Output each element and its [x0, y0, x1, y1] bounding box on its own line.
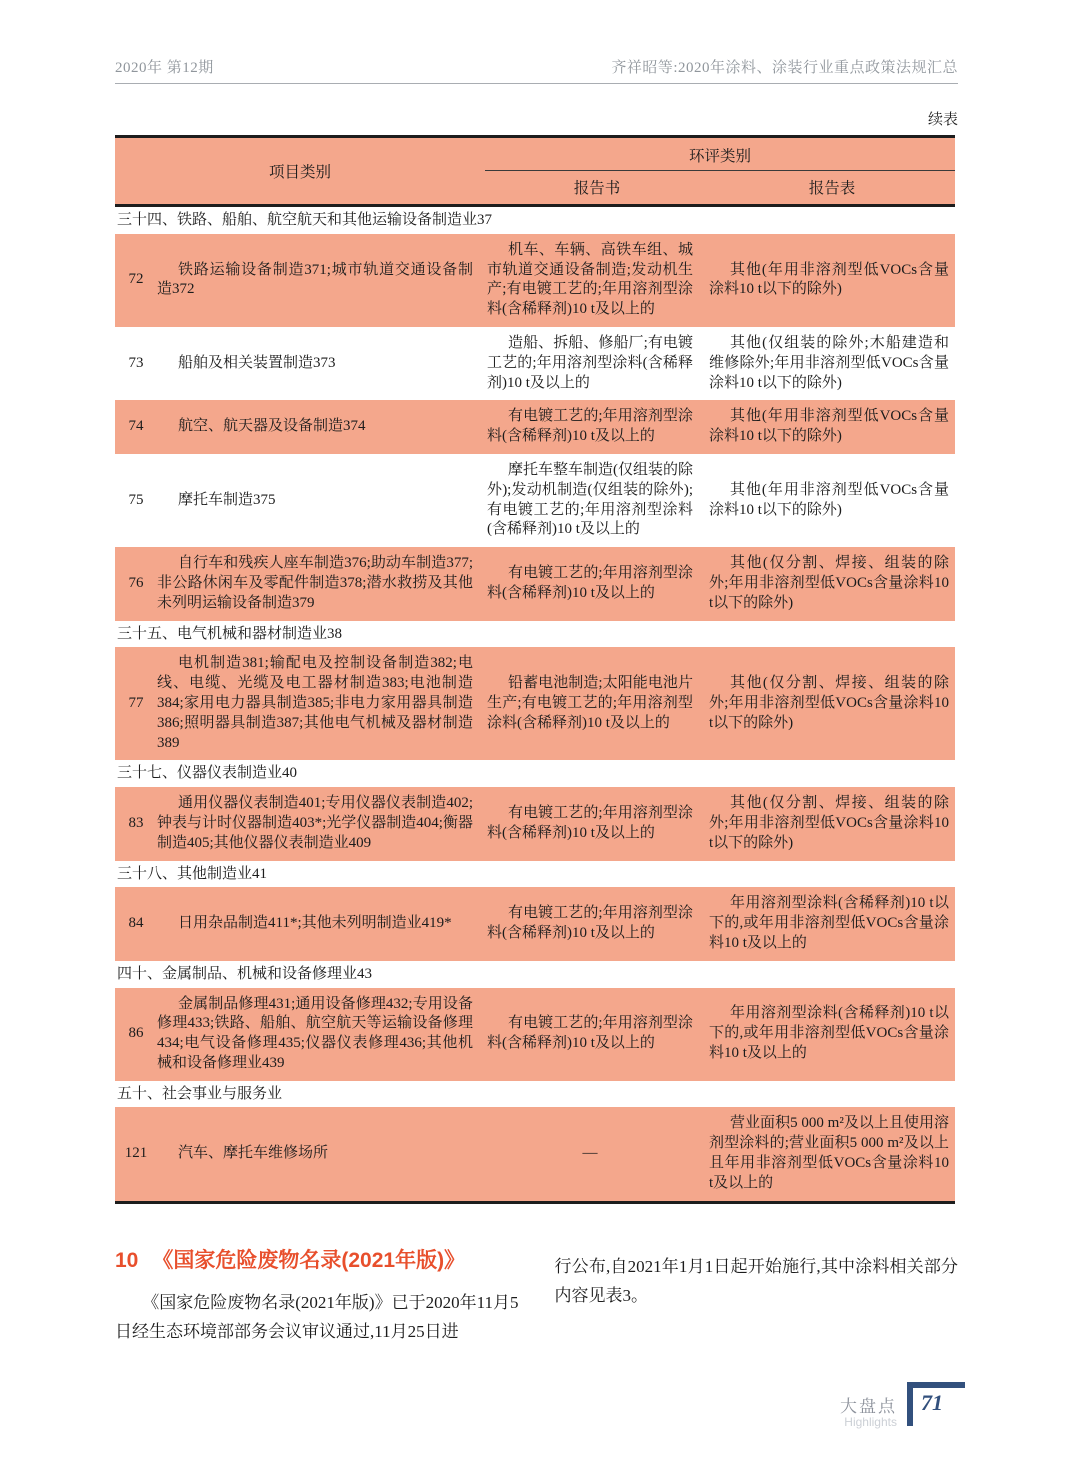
project-category-cell: 航空、航天器及设备制造374	[178, 418, 366, 435]
continued-table-label: 续表	[927, 112, 958, 128]
row-number-cell: 77	[128, 694, 144, 711]
table-body	[115, 207, 955, 1204]
table-row	[115, 647, 955, 760]
article-section-10	[115, 1244, 958, 1346]
report-book-cell: 铅蓄电池制造;太阳能电池片生产;有电镀工艺的;年用溶剂型涂料(含稀释剂)10 t及以上的	[487, 675, 693, 731]
eia-category-table	[115, 135, 955, 1204]
table-row	[115, 787, 955, 860]
table-row	[115, 1107, 955, 1200]
table-row	[115, 400, 955, 454]
report-form-cell: 其他(仅组装的除外;木船建造和维修除外;年用非溶剂型低VOCs含量涂料10 t以下的除外)	[709, 334, 949, 391]
body-paragraph-left: 《国家危险废物名录(2021年版)》已于2020年11月5日经生态环境部部务会议审议通过,11月25日进	[115, 1292, 519, 1341]
report-form-cell: 其他(年用非溶剂型低VOCs含量涂料10 t以下的除外)	[709, 408, 949, 445]
left-column	[115, 1244, 519, 1346]
project-category-cell: 船舶及相关装置制造373	[178, 354, 336, 371]
row-number-cell: 121	[124, 1145, 148, 1162]
report-form-cell: 其他(年用非溶剂型低VOCs含量涂料10 t以下的除外)	[709, 261, 949, 298]
project-category-cell: 摩托车制造375	[178, 491, 276, 508]
table-row	[115, 988, 955, 1081]
row-number-cell: 73	[128, 354, 144, 371]
col-header-eia-category: 环评类别	[485, 138, 955, 171]
footer-brand-cn: 大盘点	[840, 1397, 897, 1416]
row-number-cell: 74	[128, 418, 144, 435]
table-section-row: 三十五、电气机械和器材制造业38	[115, 621, 955, 648]
section-10-heading	[115, 1244, 519, 1274]
table-section-row: 三十八、其他制造业41	[115, 861, 955, 888]
table-header	[115, 135, 955, 207]
row-number-cell: 86	[128, 1025, 144, 1042]
footer-brand-en: Highlights	[844, 1415, 897, 1429]
project-category-cell: 日用杂品制造411*;其他未列明制造业419*	[178, 915, 452, 932]
table-row	[115, 887, 955, 960]
table-row	[115, 327, 955, 400]
section-number: 10	[115, 1248, 139, 1272]
table-row	[115, 234, 955, 327]
page-footer	[840, 1382, 965, 1429]
table-section-row: 五十、社会事业与服务业	[115, 1081, 955, 1108]
report-book-cell: 摩托车整车制造(仅组装的除外);发动机制造(仅组装的除外);有电镀工艺的;年用溶剂型涂料(含稀释剂)10 t及以上的	[487, 461, 693, 538]
report-book-cell: —	[582, 1145, 598, 1162]
table-row	[115, 547, 955, 620]
section-title: 《国家危险废物名录(2021年版)》	[152, 1248, 466, 1272]
report-form-cell: 年用溶剂型涂料(含稀释剂)10 t以下的,或年用非溶剂型低VOCs含量涂料10 t及以上的	[709, 1005, 949, 1061]
report-book-cell: 造船、拆船、修船厂;有电镀工艺的;年用溶剂型涂料(含稀释剂)10 t及以上的	[487, 334, 693, 391]
article-title-header: 齐祥昭等:2020年涂料、涂装行业重点政策法规汇总	[611, 60, 958, 76]
project-category-cell: 铁路运输设备制造371;城市轨道交通设备制造372	[157, 261, 473, 298]
report-form-cell: 年用溶剂型涂料(含稀释剂)10 t以下的,或年用非溶剂型低VOCs含量涂料10 t及以上的	[709, 895, 949, 951]
project-category-cell: 金属制品修理431;通用设备修理432;专用设备修理433;铁路、船舶、航空航天等运输设备修理434;电气设备修理435;仪器仪表修理436;其他机械和设备修理业439	[157, 995, 473, 1071]
project-category-cell: 汽车、摩托车维修场所	[178, 1145, 329, 1162]
row-number-cell: 84	[128, 915, 144, 932]
page-number-bracket	[907, 1382, 965, 1426]
table-section-row: 三十七、仪器仪表制造业40	[115, 760, 955, 787]
report-form-cell: 其他(仅分割、焊接、组装的除外;年用非溶剂型低VOCs含量涂料10 t以下的除外)	[709, 555, 949, 611]
table-section-row: 三十四、铁路、船舶、航空航天和其他运输设备制造业37	[115, 207, 955, 234]
project-category-cell: 自行车和残疾人座车制造376;助动车制造377;非公路休闲车及零配件制造378;潜水救捞及其他未列明运输设备制造379	[157, 555, 473, 611]
report-form-cell: 其他(仅分割、焊接、组装的除外;年用非溶剂型低VOCs含量涂料10 t以下的除外)	[709, 795, 949, 851]
table-row	[115, 454, 955, 547]
project-category-cell: 电机制造381;输配电及控制设备制造382;电线、电缆、光缆及电工器材制造383;电池制造384;家用电力器具制造385;非电力家用器具制造386;照明器具制造387;其他电气机械及器材制造389	[157, 655, 473, 751]
row-number-cell: 75	[128, 491, 144, 508]
report-form-cell: 其他(仅分割、焊接、组装的除外;年用非溶剂型低VOCs含量涂料10 t以下的除外)	[709, 675, 949, 731]
report-book-cell: 有电镀工艺的;年用溶剂型涂料(含稀释剂)10 t及以上的	[487, 408, 693, 445]
running-head	[115, 56, 958, 84]
project-category-cell: 通用仪器仪表制造401;专用仪器仪表制造402;钟表与计时仪器制造403*;光学仪器制造404;衡器制造405;其他仪器仪表制造业409	[157, 795, 473, 851]
report-book-cell: 机车、车辆、高铁车组、城市轨道交通设备制造;发动机生产;有电镀工艺的;年用溶剂型涂料(含稀释剂)10 t及以上的	[487, 241, 693, 318]
row-number-cell: 83	[128, 814, 144, 831]
report-book-cell: 有电镀工艺的;年用溶剂型涂料(含稀释剂)10 t及以上的	[487, 565, 693, 601]
body-paragraph-right: 行公布,自2021年1月1日起开始施行,其中涂料相关部分内容见表3。	[554, 1256, 958, 1305]
report-form-cell: 营业面积5 000 m²及以上且使用溶剂型涂料的;营业面积5 000 m²及以上且年用非溶剂型低VOCs含量涂料10 t及以上的	[709, 1115, 949, 1191]
report-book-cell: 有电镀工艺的;年用溶剂型涂料(含稀释剂)10 t及以上的	[487, 905, 693, 941]
table-section-row: 四十、金属制品、机械和设备修理业43	[115, 961, 955, 988]
report-form-cell: 其他(年用非溶剂型低VOCs含量涂料10 t以下的除外)	[709, 481, 949, 518]
issue-label: 2020年 第12期	[115, 60, 214, 76]
footer-brand	[840, 1382, 897, 1429]
report-book-cell: 有电镀工艺的;年用溶剂型涂料(含稀释剂)10 t及以上的	[487, 1015, 693, 1052]
page-number: 71	[921, 1390, 943, 1415]
col-header-report-form: 报告表	[808, 180, 856, 197]
col-header-project-category: 项目类别	[268, 164, 331, 181]
row-number-cell: 76	[128, 574, 144, 591]
right-column	[555, 1244, 959, 1346]
report-book-cell: 有电镀工艺的;年用溶剂型涂料(含稀释剂)10 t及以上的	[487, 805, 693, 841]
col-header-report-book: 报告书	[573, 180, 621, 197]
row-number-cell: 72	[128, 271, 144, 288]
